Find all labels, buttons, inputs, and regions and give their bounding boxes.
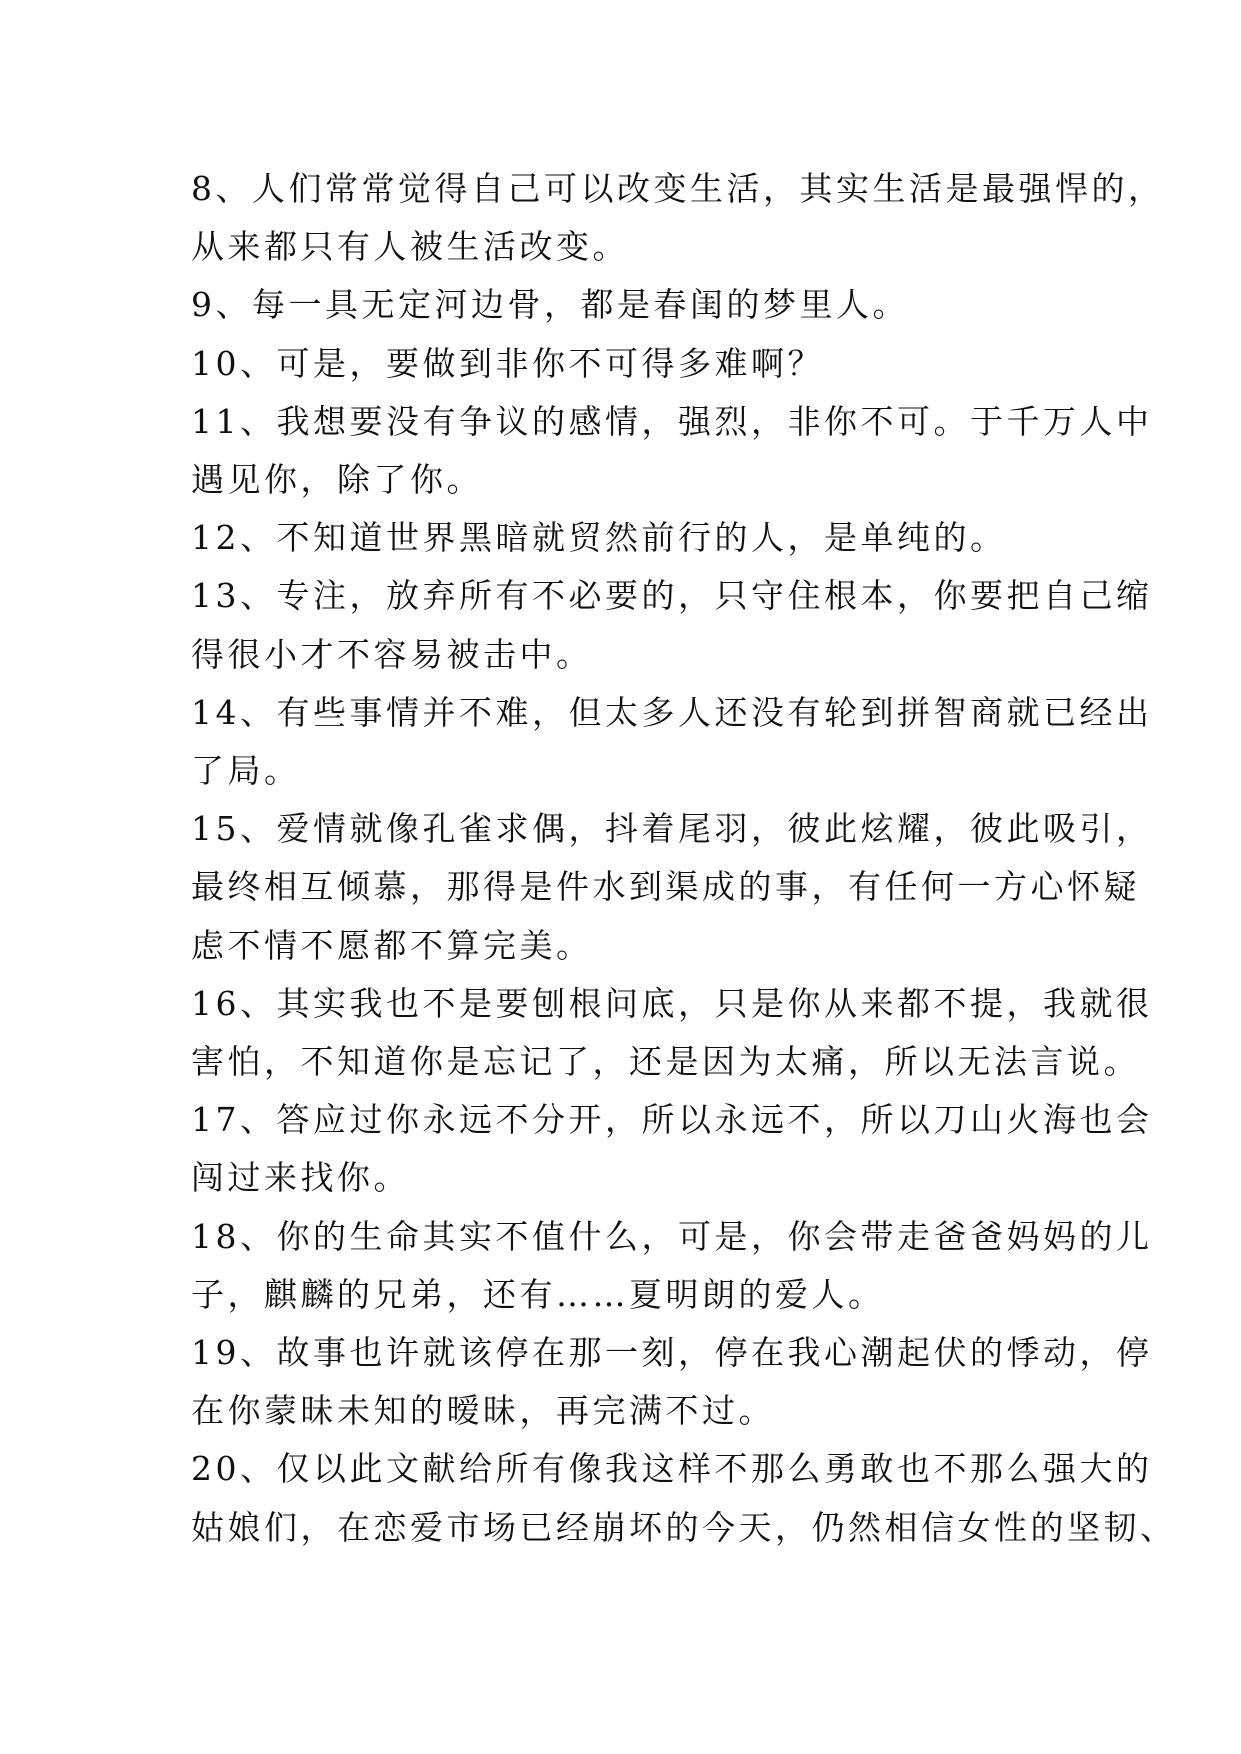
entry-12-line-1: 12、不知道世界黑暗就贸然前行的人，是单纯的。 (191, 518, 1007, 558)
entry-13-line-1: 13、专注，放弃所有不必要的，只守住根本，你要把自己缩 (191, 576, 1153, 616)
entry-17-line-1: 17、答应过你永远不分开，所以永远不，所以刀山火海也会 (191, 1100, 1153, 1140)
entry-11 (191, 393, 1153, 509)
entry-16-line-1: 16、其实我也不是要刨根问底，只是你从来都不提，我就很 (191, 983, 1153, 1023)
entry-20-line-1: 20、仅以此文献给所有像我这样不那么勇敢也不那么强大的 (191, 1449, 1153, 1489)
entry-16-line-2: 害怕，不知道你是忘记了，还是因为太痛，所以无法言说。 (191, 1042, 1140, 1082)
entry-20 (191, 1440, 1177, 1556)
entry-17-line-2: 闯过来找你。 (191, 1158, 410, 1198)
entry-14 (191, 684, 1153, 800)
entry-8-line-2: 从来都只有人被生活改变。 (191, 227, 629, 267)
entry-19-line-1: 19、故事也许就该停在那一刻，停在我心潮起伏的悸动，停 (191, 1333, 1153, 1373)
entry-18 (191, 1208, 1153, 1324)
entry-17 (191, 1091, 1153, 1207)
entry-19-line-2: 在你蒙昧未知的暧昧，再完满不过。 (191, 1391, 775, 1431)
entry-18-line-2: 子，麒麟的兄弟，还有……夏明朗的爱人。 (191, 1274, 885, 1314)
entry-18-line-1: 18、你的生命其实不值什么，可是，你会带走爸爸妈妈的儿 (191, 1216, 1153, 1256)
entry-15-line-2: 最终相互倾慕，那得是件水到渠成的事，有任何一方心怀疑 (191, 867, 1140, 907)
entry-19 (191, 1324, 1153, 1440)
entry-15-line-1: 15、爱情就像孔雀求偶，抖着尾羽，彼此炫耀，彼此吸引， (191, 809, 1153, 849)
entry-9-line-1: 9、每一具无定河边骨，都是春闺的梦里人。 (191, 285, 909, 325)
entry-12 (191, 509, 1071, 567)
entry-8-line-1: 8、人们常常觉得自己可以改变生活，其实生活是最强悍的， (191, 169, 1165, 208)
entry-11-line-1: 11、我想要没有争议的感情，强烈，非你不可。于千万人中 (191, 401, 1153, 441)
entry-15-line-3: 虑不情不愿都不算完美。 (191, 925, 593, 965)
entry-13 (191, 567, 1153, 683)
entry-20-line-2: 姑娘们，在恋爱市场已经崩坏的今天，仍然相信女性的坚韧、 (191, 1507, 1177, 1547)
entry-14-line-1: 14、有些事情并不难，但太多人还没有轮到拼智商就已经出 (191, 692, 1153, 732)
entry-14-line-2: 了局。 (191, 751, 301, 791)
entry-10-line-1: 10、可是，要做到非你不可得多难啊？ (191, 343, 824, 383)
entry-16 (191, 975, 1153, 1091)
entry-8 (191, 160, 1165, 276)
entry-13-line-2: 得很小才不容易被击中。 (191, 634, 593, 674)
entry-15 (191, 800, 1153, 975)
document-body (191, 160, 1177, 1557)
entry-10 (191, 335, 1071, 393)
entry-11-line-2: 遇见你，除了你。 (191, 460, 483, 500)
entry-9 (191, 276, 1071, 334)
